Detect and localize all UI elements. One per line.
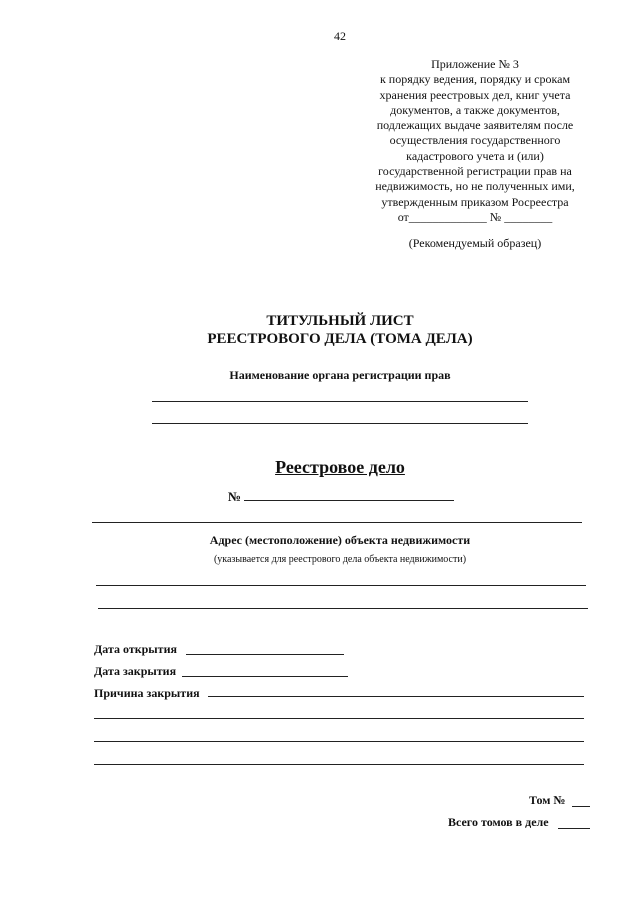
case-number-line[interactable]: [244, 500, 454, 501]
close-reason-line[interactable]: [208, 696, 584, 697]
total-volumes-line[interactable]: [558, 828, 590, 829]
appendix-line: недвижимость, но не полученных ими,: [375, 179, 575, 194]
page-title: [0, 312, 640, 348]
appendix-date-line: от_____________ № ________: [397, 209, 553, 224]
appendix-line: утвержденным приказом Росреестра: [381, 194, 569, 209]
title-line-2: РЕЕСТРОВОГО ДЕЛА (ТОМА ДЕЛА): [207, 331, 473, 347]
appendix-line: подлежащих выдаче заявителям после: [376, 118, 574, 133]
organ-name-line-1[interactable]: [152, 401, 528, 402]
registry-case-heading: Реестровое дело: [275, 457, 405, 477]
case-number-label: №: [228, 489, 242, 504]
recommended-sample-note: (Рекомендуемый образец): [408, 236, 542, 250]
divider-line: [92, 522, 582, 523]
close-reason-line-3[interactable]: [94, 741, 584, 742]
volume-number-label: Том №: [529, 793, 566, 807]
close-reason-line-2[interactable]: [94, 718, 584, 719]
open-date-line[interactable]: [186, 654, 344, 655]
volume-number-line[interactable]: [572, 806, 590, 807]
appendix-block: [350, 57, 600, 225]
appendix-line: государственной регистрации прав на: [378, 164, 572, 179]
address-line-1[interactable]: [96, 585, 586, 586]
close-reason-line-4[interactable]: [94, 764, 584, 765]
address-label: Адрес (местоположение) объекта недвижимости: [209, 533, 471, 547]
page-number: 42: [334, 29, 346, 43]
total-volumes-label: Всего томов в деле: [448, 815, 549, 829]
appendix-line: к порядку ведения, порядку и срокам: [379, 72, 571, 87]
address-line-2[interactable]: [98, 608, 588, 609]
open-date-label: Дата открытия: [94, 642, 177, 656]
appendix-line: документов, а также документов,: [390, 102, 560, 117]
title-line-1: ТИТУЛЬНЫЙ ЛИСТ: [266, 313, 414, 329]
appendix-line: Приложение № 3: [431, 57, 519, 71]
appendix-line: кадастрового учета и (или): [406, 148, 544, 163]
close-date-line[interactable]: [182, 676, 348, 677]
appendix-line: осуществления государственного: [389, 133, 561, 148]
close-reason-label: Причина закрытия: [94, 686, 200, 700]
organ-name-line-2[interactable]: [152, 423, 528, 424]
organ-name-label: Наименование органа регистрации прав: [229, 368, 451, 382]
appendix-line: хранения реестровых дел, книг учета: [379, 87, 571, 102]
address-hint: (указывается для реестрового дела объекта недвижимости): [213, 554, 467, 565]
close-date-label: Дата закрытия: [94, 664, 177, 678]
